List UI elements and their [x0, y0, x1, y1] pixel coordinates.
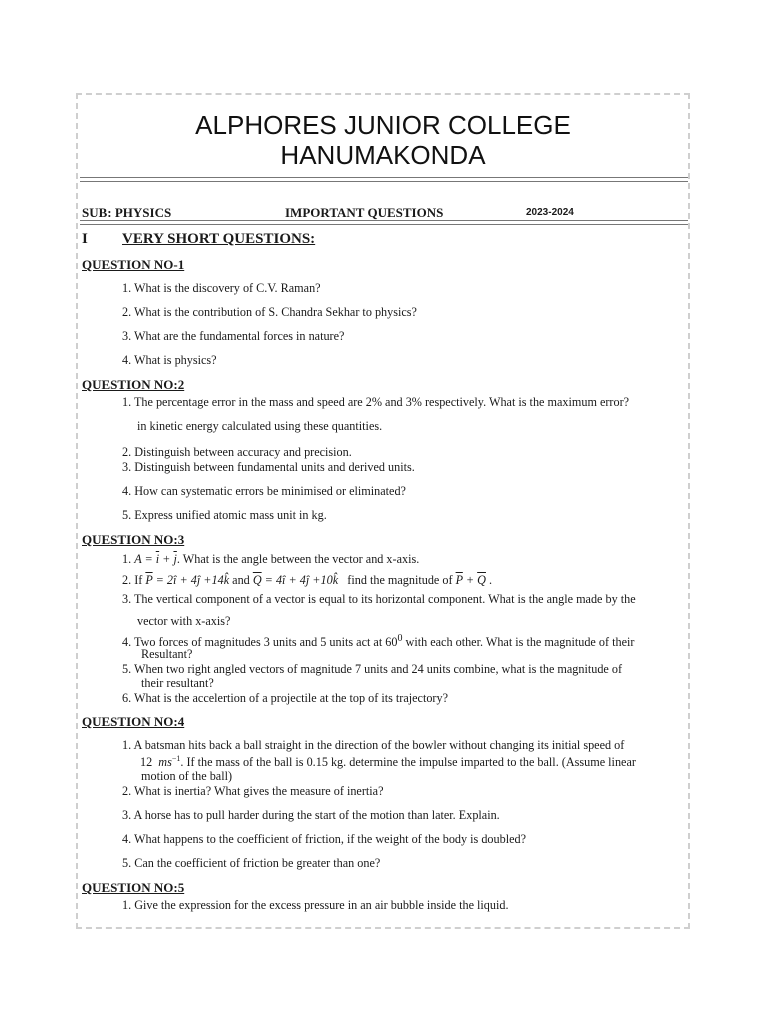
q2-item-1-continued: in kinetic energy calculated using these quantities. — [137, 419, 383, 433]
q3-item-3-continued: vector with x-axis? — [137, 614, 231, 628]
q3-item-2-and: and — [232, 573, 250, 587]
q4-item-1-unit: ms — [158, 755, 172, 770]
q2-item-5: 5. Express unified atomic mass unit in kg. — [122, 508, 327, 522]
q3-item-2-formula-sum: $\overline{P} + \overline{Q}$ — [455, 573, 486, 587]
q1-item-4: 4. What is physics? — [122, 353, 217, 367]
college-name: ALPHORES JUNIOR COLLEGE — [195, 110, 571, 140]
q4-item-1-continued: motion of the ball) — [141, 769, 233, 783]
q3-item-2-formula-p: $\overline{P}$ = 2î + 4ĵ +14k̂ — [145, 573, 230, 587]
q1-item-2: 2. What is the contribution of S. Chandra Sekhar to physics? — [122, 305, 417, 319]
q5-item-1: 1. Give the expression for the excess pressure in an air bubble inside the liquid. — [122, 898, 509, 912]
header-rule-top — [80, 177, 688, 178]
question-5-heading: QUESTION NO:5 — [82, 880, 185, 895]
q3-item-2-formula-q: $\overline{Q}$ = 4î + 4ĵ +10k̂ — [252, 573, 339, 587]
q4-item-5: 5. Can the coefficient of friction be greater than one? — [122, 856, 381, 870]
subject-label: SUB: PHYSICS — [82, 205, 172, 220]
year-label: 2023-2024 — [526, 207, 574, 218]
subheader-rule-2 — [80, 224, 688, 225]
q4-item-1-unit-exponent: −1 — [171, 754, 181, 763]
doc-type-label: IMPORTANT QUESTIONS — [285, 205, 444, 220]
q1-item-1: 1. What is the discovery of C.V. Raman? — [122, 281, 321, 295]
q3-item-5: 5. When two right angled vectors of magnitude 7 units and 24 units combine, what is the magnitude of — [122, 662, 623, 676]
q2-item-1: 1. The percentage error in the mass and speed are 2% and 3% respectively. What is the maximum error? — [122, 395, 630, 409]
q3-item-6: 6. What is the accelertion of a projectile at the top of its trajectory? — [122, 691, 448, 705]
q3-item-2-text: find the magnitude of — [347, 573, 453, 587]
question-4-heading: QUESTION NO:4 — [82, 714, 185, 729]
subheader-rule — [80, 220, 688, 221]
header-rule-top-2 — [80, 181, 688, 182]
q3-item-1-formula: $A = \overline{i} + \overline{j}$ — [134, 552, 177, 566]
q4-item-4: 4. What happens to the coefficient of friction, if the weight of the body is doubled? — [122, 832, 526, 846]
q2-item-4: 4. How can systematic errors be minimised or eliminated? — [122, 484, 406, 498]
q4-item-2: 2. What is inertia? What gives the measure of inertia? — [122, 784, 384, 798]
q4-item-1-line-2 — [140, 754, 636, 770]
q3-item-4-continued: Resultant? — [141, 647, 193, 661]
q2-item-2: 2. Distinguish between accuracy and precision. — [122, 445, 352, 459]
question-3-heading: QUESTION NO:3 — [82, 532, 185, 547]
q1-item-3: 3. What are the fundamental forces in nature? — [122, 329, 345, 343]
q4-item-1-speed: 12 — [140, 755, 153, 770]
q3-item-3: 3. The vertical component of a vector is equal to its horizontal component. What is the angle made by the — [122, 592, 636, 606]
q4-item-1: 1. A batsman hits back a ball straight in the direction of the bowler without changing its initial speed of — [122, 738, 625, 752]
q4-item-1-rest: . If the mass of the ball is 0.15 kg. determine the impulse imparted to the ball. (Assume linear — [180, 755, 636, 770]
q3-item-1: 1. $A = \overline{i} + \overline{j}$. What is the angle between the vector and x-axis. — [122, 552, 420, 566]
section-numeral: I — [82, 231, 88, 247]
q3-item-4 — [122, 633, 634, 650]
college-city: HANUMAKONDA — [280, 140, 486, 170]
question-1-heading: QUESTION NO-1 — [82, 257, 185, 272]
q3-item-4-tail: with each other. What is the magnitude of their — [405, 635, 635, 650]
section-title: VERY SHORT QUESTIONS: — [122, 231, 316, 247]
q4-item-3: 3. A horse has to pull harder during the start of the motion than later. Explain. — [122, 808, 500, 822]
q3-item-1-text: . What is the angle between the vector and x-axis. — [176, 552, 420, 566]
q3-item-4-text: 4. Two forces of magnitudes 3 units and 5 units act at 60 — [122, 635, 398, 650]
question-2-heading: QUESTION NO:2 — [82, 377, 185, 392]
q3-item-4-degree: 0 — [397, 633, 403, 644]
q2-item-3: 3. Distinguish between fundamental units and derived units. — [122, 460, 415, 474]
q3-item-5-continued: their resultant? — [141, 676, 214, 690]
q3-item-2: 2. If $\overline{P}$ = 2î + 4ĵ +14k̂ and $\overline{Q}$ = 4î + 4ĵ +10k̂ find the magnitude of $\overline{P} + \overline{Q}$ . — [122, 573, 493, 587]
